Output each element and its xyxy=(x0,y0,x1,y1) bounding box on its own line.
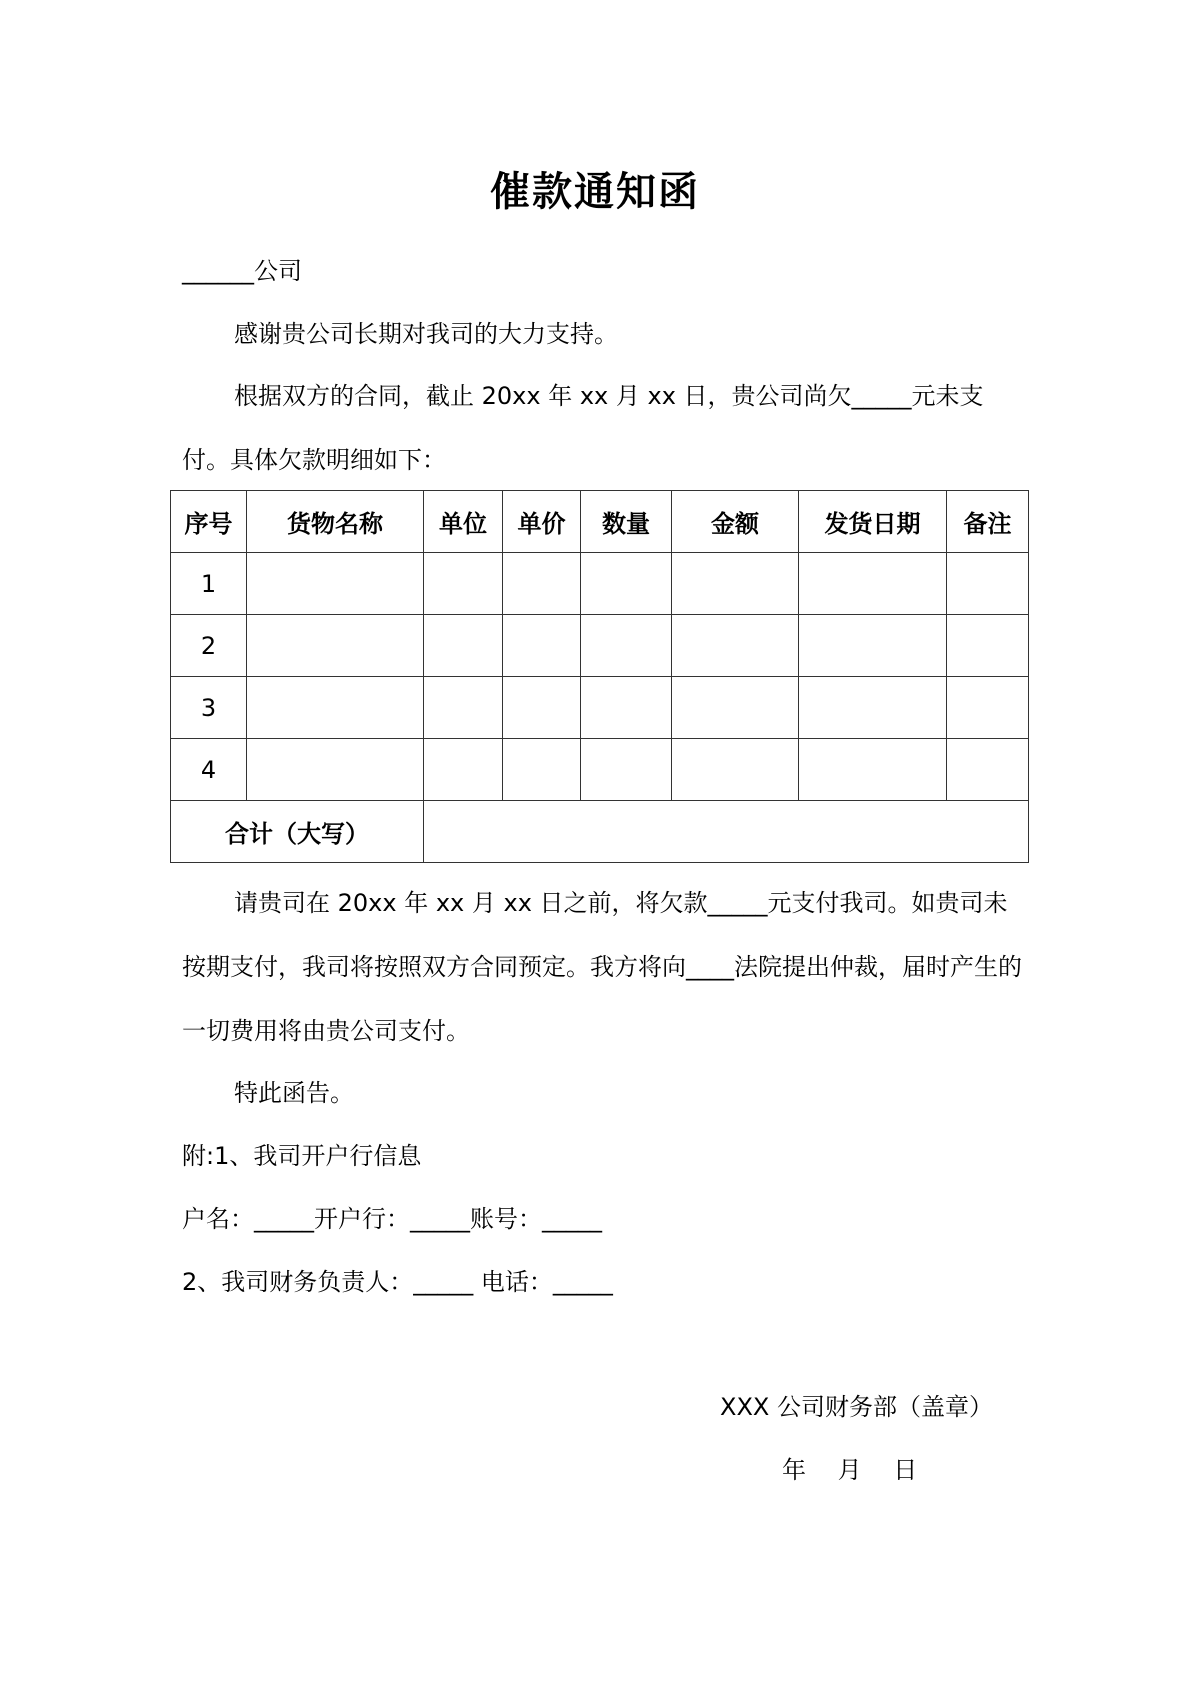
table-cell xyxy=(247,677,424,739)
header-cell-amount: 金额 xyxy=(672,491,799,553)
table-cell xyxy=(799,739,947,801)
table-cell xyxy=(424,553,503,615)
attachment-line-2: 户名：_____开户行：_____账号：_____ xyxy=(182,1205,602,1233)
header-cell-unit-price: 单价 xyxy=(503,491,581,553)
row-number: 4 xyxy=(171,739,247,801)
table-cell xyxy=(799,553,947,615)
basis-paragraph: 根据双方的合同，截止 20xx 年 xx 月 xx 日，贵公司尚欠_____元未支付。具体欠款明细如下： xyxy=(182,382,984,474)
table-cell xyxy=(672,615,799,677)
table-cell xyxy=(947,615,1029,677)
table-cell xyxy=(581,615,672,677)
header-cell-ship-date: 发货日期 xyxy=(799,491,947,553)
table-row xyxy=(171,739,1029,801)
signature-month: 月 xyxy=(837,1456,862,1484)
table-header-row xyxy=(171,491,1029,553)
document-title: 催款通知函 xyxy=(490,169,700,215)
table-cell xyxy=(247,615,424,677)
recipient-line: ______公司 xyxy=(182,257,302,285)
header-cell-remarks: 备注 xyxy=(947,491,1029,553)
table-cell xyxy=(672,677,799,739)
table-cell xyxy=(799,615,947,677)
table-cell xyxy=(424,739,503,801)
signature-year: 年 xyxy=(782,1456,806,1484)
attachment-line-1: 附:1、我司开户行信息 xyxy=(182,1142,422,1170)
row-number: 3 xyxy=(171,677,247,739)
table-cell xyxy=(581,677,672,739)
total-row xyxy=(171,801,1029,863)
thanks-paragraph: 感谢贵公司长期对我司的大力支持。 xyxy=(234,320,618,348)
table-cell xyxy=(581,553,672,615)
table-row xyxy=(171,553,1029,615)
table-cell xyxy=(424,615,503,677)
signature-day: 日 xyxy=(893,1456,918,1484)
table-cell xyxy=(503,739,581,801)
row-number: 1 xyxy=(171,553,247,615)
attachment-line-3: 2、我司财务负责人：_____ 电话：_____ xyxy=(182,1268,613,1296)
table-cell xyxy=(247,739,424,801)
table-cell xyxy=(672,739,799,801)
table-cell xyxy=(947,553,1029,615)
header-cell-no: 序号 xyxy=(171,491,247,553)
closing-line xyxy=(182,1078,354,1108)
header-cell-goods-name: 货物名称 xyxy=(247,491,424,553)
table-row xyxy=(171,615,1029,677)
request-paragraph: 请贵司在 20xx 年 xx 月 xx 日之前，将欠款_____元支付我司。如贵司未按期支付，我司将按照双方合同预定。我方将向____法院提出仲裁，届时产生的一切费用将由贵公司支付。 xyxy=(182,889,1022,1045)
total-value-cell xyxy=(424,801,1029,863)
signature-date xyxy=(782,1455,917,1485)
total-label: 合计（大写） xyxy=(171,801,424,863)
table-cell xyxy=(503,677,581,739)
table-cell xyxy=(799,677,947,739)
table-cell xyxy=(424,677,503,739)
table-cell xyxy=(503,615,581,677)
table-row xyxy=(171,677,1029,739)
header-cell-quantity: 数量 xyxy=(581,491,672,553)
header-cell-unit: 单位 xyxy=(424,491,503,553)
debt-detail-table xyxy=(170,490,1029,863)
table-cell xyxy=(581,739,672,801)
table-cell xyxy=(947,739,1029,801)
closing-text: 特此函告。 xyxy=(234,1079,354,1107)
table-cell xyxy=(947,677,1029,739)
table-cell xyxy=(503,553,581,615)
table-cell xyxy=(247,553,424,615)
row-number: 2 xyxy=(171,615,247,677)
signature-company: XXX 公司财务部（盖章） xyxy=(720,1393,993,1421)
table-cell xyxy=(672,553,799,615)
